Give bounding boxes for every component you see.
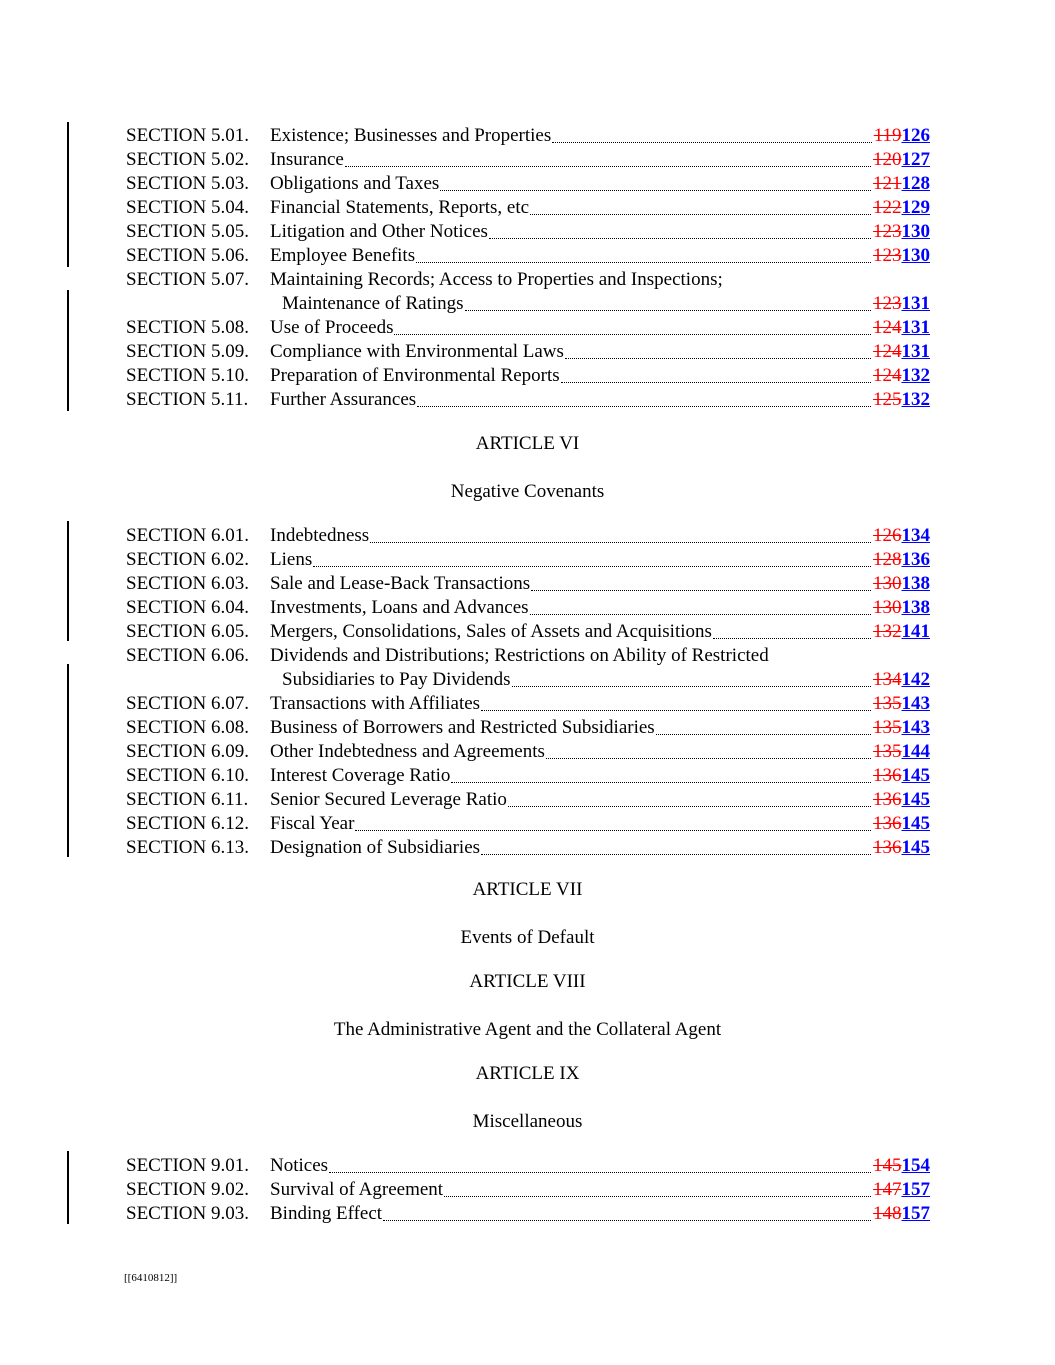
toc-entry[interactable] <box>126 1202 930 1226</box>
page-number-link[interactable]: 144 <box>901 741 930 762</box>
deleted-page-number: 148 <box>873 1203 902 1224</box>
page-number-link[interactable]: 145 <box>901 837 930 858</box>
section-title: Business of Borrowers and Restricted Subsidiaries <box>270 717 655 738</box>
section-title: Notices <box>270 1155 329 1176</box>
deleted-page-number: 132 <box>873 621 902 642</box>
toc-entry[interactable] <box>126 316 930 340</box>
section-number: SECTION 5.01. <box>126 125 249 146</box>
dot-leader <box>383 1219 871 1221</box>
deleted-page-number: 123 <box>873 293 902 314</box>
deleted-page-number: 124 <box>873 317 902 338</box>
section-title: Dividends and Distributions; Restrictions on Ability of Restricted <box>270 645 769 666</box>
change-bar <box>67 664 69 857</box>
article-heading: ARTICLE VI <box>475 433 580 454</box>
toc-entry[interactable] <box>126 788 930 812</box>
section-title: Use of Proceeds <box>270 317 394 338</box>
toc-entry[interactable] <box>126 172 930 196</box>
toc-entry[interactable] <box>126 764 930 788</box>
dot-leader <box>355 829 871 831</box>
section-number: SECTION 5.02. <box>126 149 249 170</box>
deleted-page-number: 122 <box>873 197 902 218</box>
page-number-link[interactable]: 131 <box>901 341 930 362</box>
section-title: Mergers, Consolidations, Sales of Assets and Acquisitions <box>270 621 712 642</box>
toc-entry[interactable] <box>126 148 930 172</box>
change-bar <box>67 290 69 411</box>
deleted-page-number: 125 <box>873 389 902 410</box>
dot-leader <box>394 333 871 335</box>
section-number: SECTION 6.03. <box>126 573 249 594</box>
page-number-link[interactable]: 131 <box>901 293 930 314</box>
dot-leader <box>465 309 871 311</box>
deleted-page-number: 124 <box>873 365 902 386</box>
section-number: SECTION 6.12. <box>126 813 249 834</box>
dot-leader <box>530 213 871 215</box>
toc-entry[interactable] <box>126 268 930 292</box>
section-number: SECTION 6.07. <box>126 693 249 714</box>
section-title-continuation: Subsidiaries to Pay Dividends <box>282 669 511 690</box>
page-number-link[interactable]: 154 <box>901 1155 930 1176</box>
section-title: Financial Statements, Reports, etc <box>270 197 530 218</box>
toc-entry[interactable] <box>126 572 930 596</box>
page-number-link[interactable]: 138 <box>901 597 930 618</box>
section-title: Other Indebtedness and Agreements <box>270 741 545 762</box>
dot-leader <box>440 189 871 191</box>
dot-leader <box>561 381 871 383</box>
page-number-link[interactable]: 145 <box>901 813 930 834</box>
section-number: SECTION 6.10. <box>126 765 249 786</box>
deleted-page-number: 134 <box>873 669 902 690</box>
toc-entry[interactable] <box>126 364 930 388</box>
section-number: SECTION 5.05. <box>126 221 249 242</box>
section-title: Employee Benefits <box>270 245 416 266</box>
toc-entry[interactable] <box>126 124 930 148</box>
deleted-page-number: 130 <box>873 573 902 594</box>
section-title: Sale and Lease-Back Transactions <box>270 573 531 594</box>
section-number: SECTION 5.10. <box>126 365 249 386</box>
deleted-page-number: 136 <box>873 765 902 786</box>
dot-leader <box>444 1195 871 1197</box>
section-title: Designation of Subsidiaries <box>270 837 481 858</box>
deleted-page-number: 124 <box>873 341 902 362</box>
dot-leader <box>481 709 871 711</box>
toc-entry[interactable] <box>126 220 930 244</box>
deleted-page-number: 135 <box>873 741 902 762</box>
article-subtitle: Negative Covenants <box>450 481 605 502</box>
toc-entry[interactable] <box>126 548 930 572</box>
section-title: Interest Coverage Ratio <box>270 765 451 786</box>
dot-leader <box>481 853 871 855</box>
section-title: Maintaining Records; Access to Properties and Inspections; <box>270 269 723 290</box>
toc-entry[interactable] <box>126 692 930 716</box>
page-number-link[interactable]: 134 <box>901 525 930 546</box>
dot-leader <box>656 733 871 735</box>
section-number: SECTION 5.09. <box>126 341 249 362</box>
page-number-link[interactable]: 132 <box>901 389 930 410</box>
article-heading: ARTICLE VIII <box>469 971 586 992</box>
deleted-page-number: 126 <box>873 525 902 546</box>
toc-entry[interactable] <box>126 644 930 668</box>
toc-entry[interactable] <box>126 1178 930 1202</box>
section-number: SECTION 9.03. <box>126 1203 249 1224</box>
section-number: SECTION 6.09. <box>126 741 249 762</box>
deleted-page-number: 123 <box>873 221 902 242</box>
section-title: Obligations and Taxes <box>270 173 440 194</box>
page-number-link[interactable]: 141 <box>901 621 930 642</box>
page-number-link[interactable]: 143 <box>901 693 930 714</box>
section-number: SECTION 5.08. <box>126 317 249 338</box>
dot-leader <box>531 589 871 591</box>
dot-leader <box>546 757 871 759</box>
section-title: Survival of Agreement <box>270 1179 444 1200</box>
deleted-page-number: 120 <box>873 149 902 170</box>
page-number-link[interactable]: 145 <box>901 789 930 810</box>
section-title: Liens <box>270 549 313 570</box>
toc-entry-continuation[interactable] <box>126 668 930 692</box>
section-title: Litigation and Other Notices <box>270 221 488 242</box>
toc-entry[interactable] <box>126 388 930 412</box>
dot-leader <box>313 565 871 567</box>
section-number: SECTION 6.11. <box>126 789 249 810</box>
page-number-link[interactable]: 131 <box>901 317 930 338</box>
section-number: SECTION 5.03. <box>126 173 249 194</box>
dot-leader <box>530 613 871 615</box>
section-title: Preparation of Environmental Reports <box>270 365 560 386</box>
dot-leader <box>565 357 871 359</box>
dot-leader <box>416 261 871 263</box>
section-number: SECTION 9.02. <box>126 1179 249 1200</box>
toc-entry[interactable] <box>126 196 930 220</box>
toc-entry[interactable] <box>126 596 930 620</box>
page-number-link[interactable]: 138 <box>901 573 930 594</box>
deleted-page-number: 136 <box>873 813 902 834</box>
toc-entry[interactable] <box>126 244 930 268</box>
section-number: SECTION 5.04. <box>126 197 249 218</box>
page-number-link[interactable]: 143 <box>901 717 930 738</box>
dot-leader <box>552 141 871 143</box>
section-title: Further Assurances <box>270 389 417 410</box>
section-title: Insurance <box>270 149 344 170</box>
section-title: Transactions with Affiliates <box>270 693 481 714</box>
section-title-continuation: Maintenance of Ratings <box>282 293 464 314</box>
page-number-link[interactable]: 145 <box>901 765 930 786</box>
page-number-link[interactable]: 128 <box>901 173 930 194</box>
deleted-page-number: 145 <box>873 1155 902 1176</box>
document-id-footer: [[6410812]] <box>124 1272 178 1284</box>
section-number: SECTION 6.01. <box>126 525 249 546</box>
section-title: Senior Secured Leverage Ratio <box>270 789 507 810</box>
page-number-link[interactable]: 127 <box>901 149 930 170</box>
dot-leader <box>329 1171 871 1173</box>
page-number-link[interactable]: 126 <box>901 125 930 146</box>
deleted-page-number: 136 <box>873 789 902 810</box>
deleted-page-number: 135 <box>873 717 902 738</box>
section-title: Compliance with Environmental Laws <box>270 341 564 362</box>
section-number: SECTION 5.11. <box>126 389 249 410</box>
toc-entry[interactable] <box>126 836 930 860</box>
article-heading: ARTICLE IX <box>475 1063 580 1084</box>
dot-leader <box>512 685 871 687</box>
change-bar <box>67 521 69 641</box>
page-number-link[interactable]: 157 <box>901 1179 930 1200</box>
page-number-link[interactable]: 132 <box>901 365 930 386</box>
toc-entry[interactable] <box>126 340 930 364</box>
toc-entry-continuation[interactable] <box>126 292 930 316</box>
section-title: Fiscal Year <box>270 813 355 834</box>
deleted-page-number: 123 <box>873 245 902 266</box>
dot-leader <box>713 637 871 639</box>
section-number: SECTION 9.01. <box>126 1155 249 1176</box>
section-title: Indebtedness <box>270 525 370 546</box>
dot-leader <box>451 781 871 783</box>
section-number: SECTION 5.06. <box>126 245 249 266</box>
toc-entry[interactable] <box>126 740 930 764</box>
article-subtitle: The Administrative Agent and the Collateral Agent <box>333 1019 722 1040</box>
section-number: SECTION 6.06. <box>126 645 249 666</box>
page-number-link[interactable]: 130 <box>901 221 930 242</box>
page-number-link[interactable]: 157 <box>901 1203 930 1224</box>
deleted-page-number: 136 <box>873 837 902 858</box>
deleted-page-number: 130 <box>873 597 902 618</box>
change-bar <box>67 122 69 267</box>
section-number: SECTION 5.07. <box>126 269 249 290</box>
page-number-link[interactable]: 136 <box>901 549 930 570</box>
toc-entry[interactable] <box>126 1154 930 1178</box>
toc-entry[interactable] <box>126 620 930 644</box>
section-number: SECTION 6.08. <box>126 717 249 738</box>
article-heading: ARTICLE VII <box>472 879 583 900</box>
toc-entry[interactable] <box>126 524 930 548</box>
article-subtitle: Miscellaneous <box>472 1111 583 1132</box>
dot-leader <box>489 237 871 239</box>
toc-entry[interactable] <box>126 812 930 836</box>
section-title: Binding Effect <box>270 1203 383 1224</box>
section-number: SECTION 6.05. <box>126 621 249 642</box>
toc-entry[interactable] <box>126 716 930 740</box>
section-number: SECTION 6.13. <box>126 837 249 858</box>
dot-leader <box>508 805 871 807</box>
dot-leader <box>370 541 871 543</box>
deleted-page-number: 121 <box>873 173 902 194</box>
article-subtitle: Events of Default <box>460 927 595 948</box>
deleted-page-number: 128 <box>873 549 902 570</box>
deleted-page-number: 147 <box>873 1179 902 1200</box>
section-number: SECTION 6.02. <box>126 549 249 570</box>
change-bar <box>67 1151 69 1224</box>
section-title: Existence; Businesses and Properties <box>270 125 552 146</box>
deleted-page-number: 135 <box>873 693 902 714</box>
page-number-link[interactable]: 130 <box>901 245 930 266</box>
deleted-page-number: 119 <box>873 125 902 146</box>
dot-leader <box>345 165 871 167</box>
dot-leader <box>417 405 871 407</box>
page-number-link[interactable]: 142 <box>901 669 930 690</box>
section-title: Investments, Loans and Advances <box>270 597 529 618</box>
section-number: SECTION 6.04. <box>126 597 249 618</box>
page-number-link[interactable]: 129 <box>901 197 930 218</box>
